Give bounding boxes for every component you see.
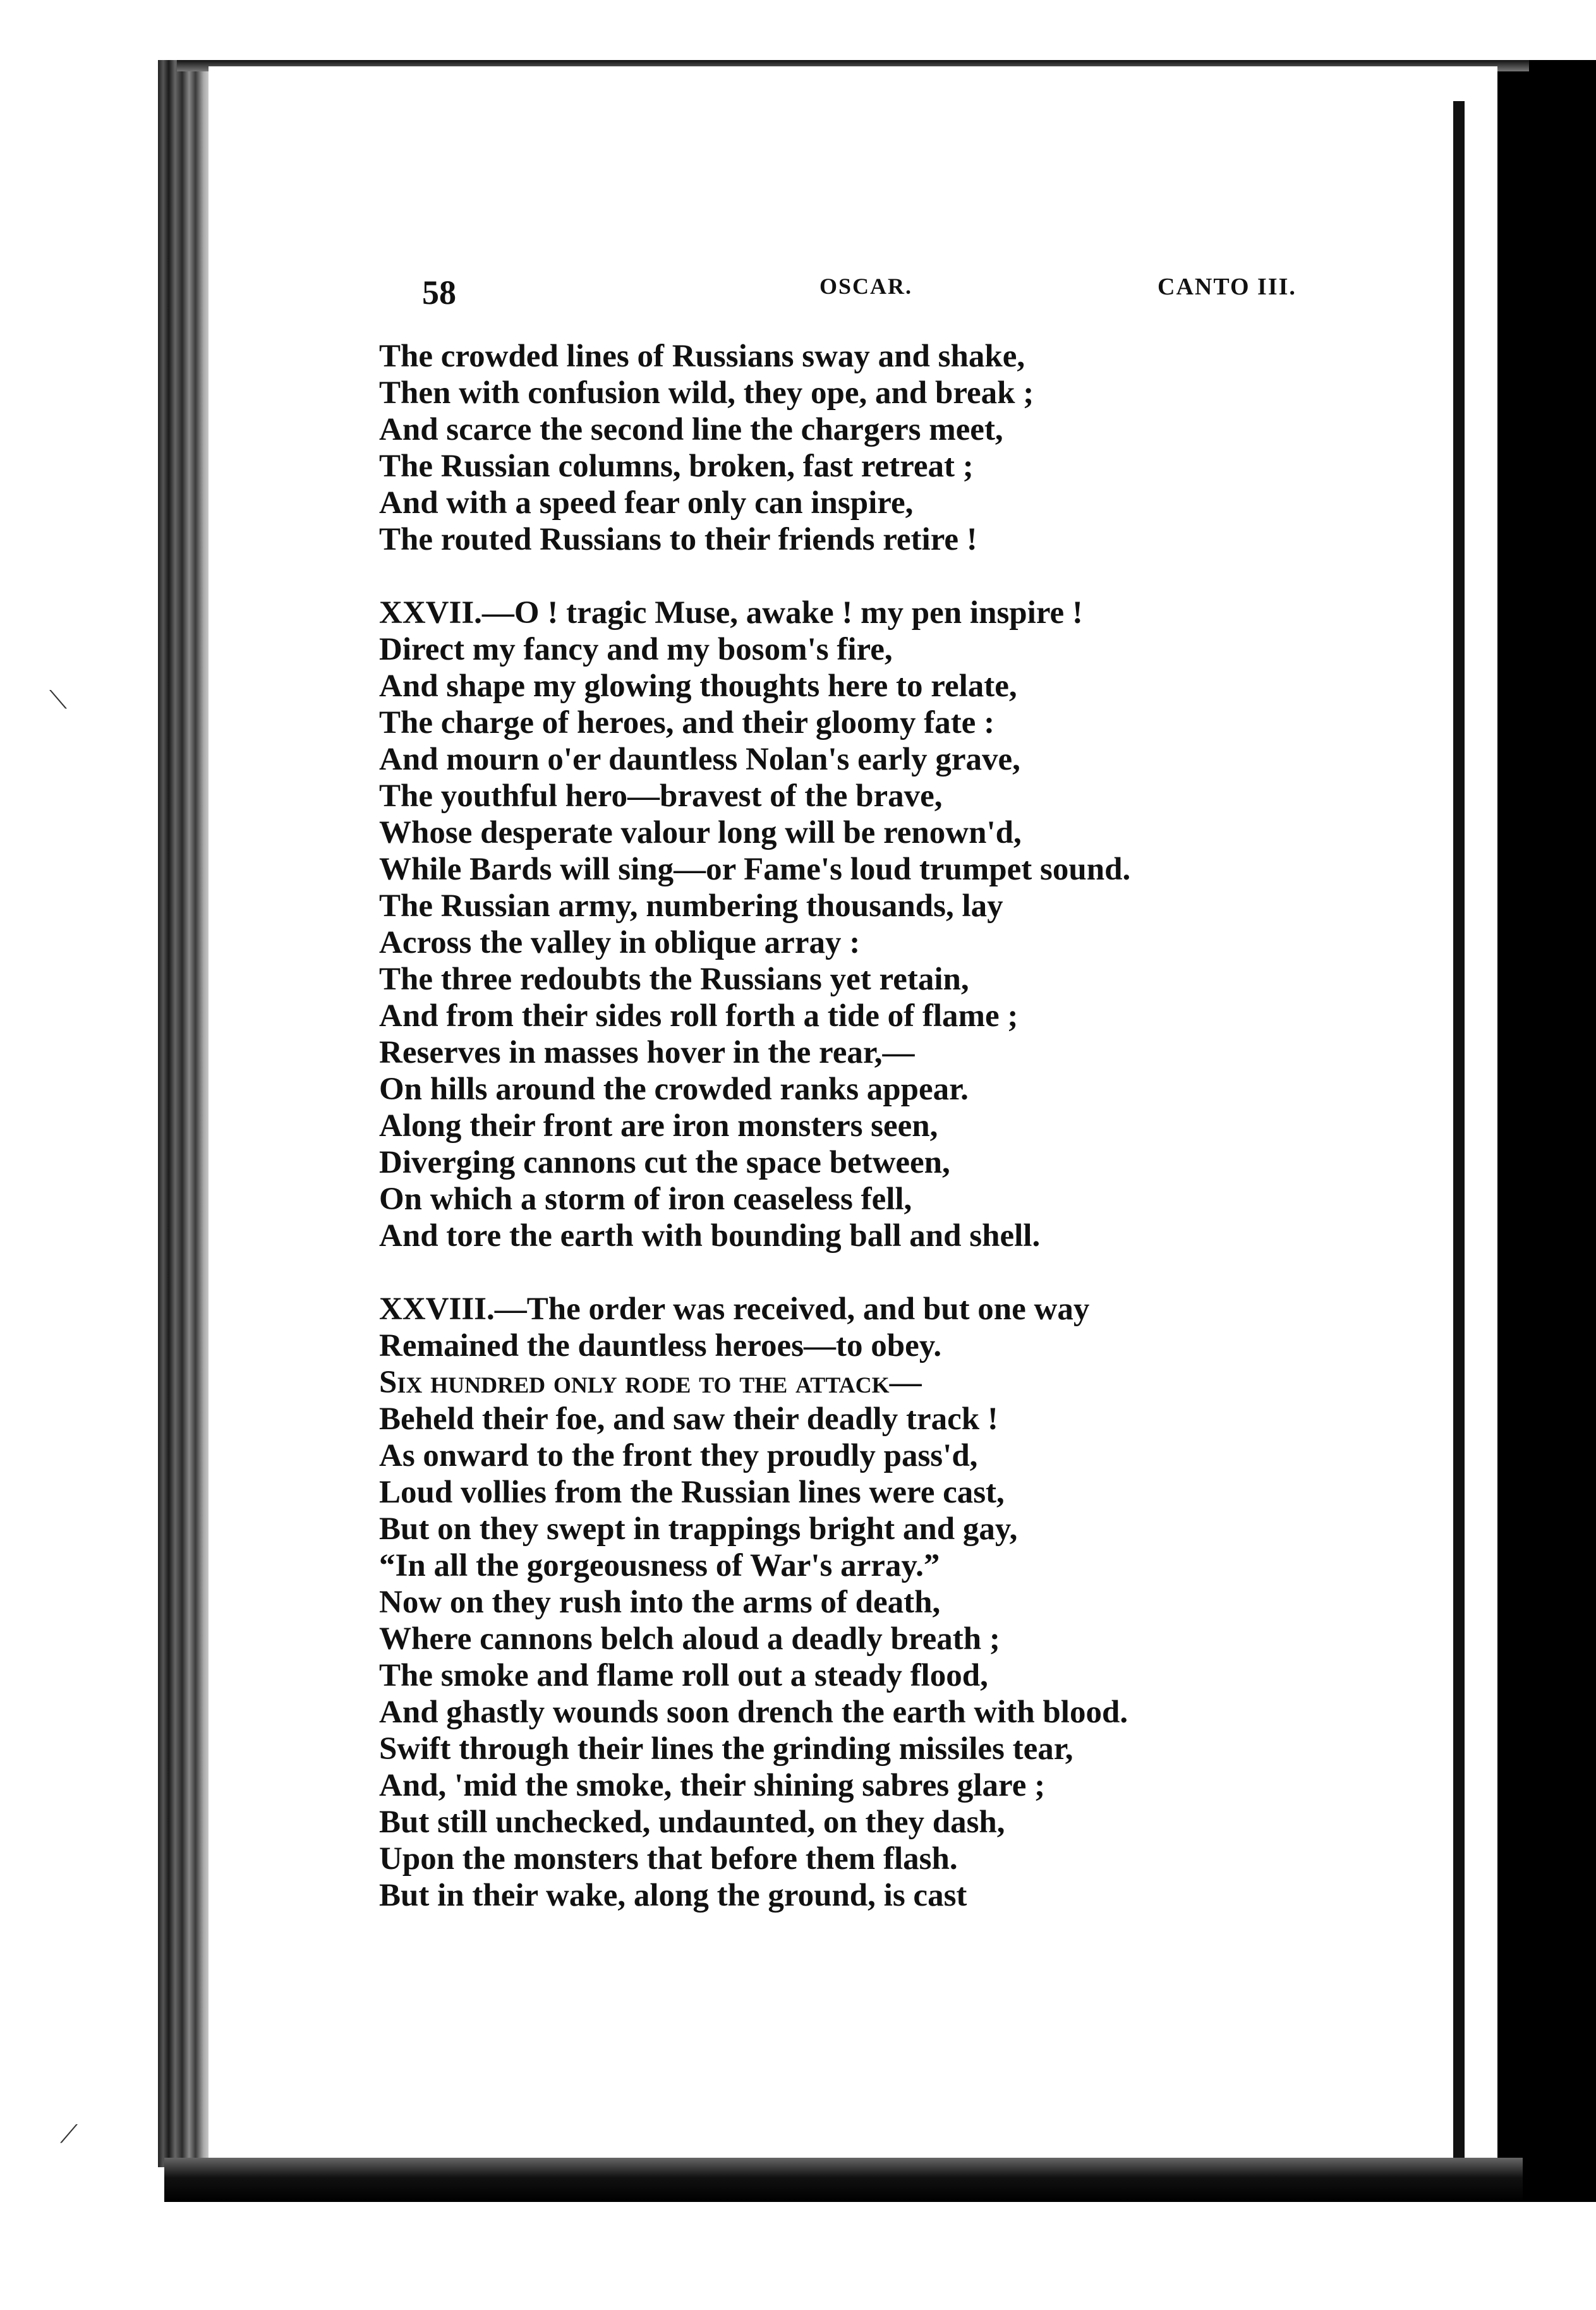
scan-speck: ⟋ [60,2120,78,2149]
poem-line: Reserves in masses hover in the rear,— [379,1035,915,1070]
poem-line: And ghastly wounds soon drench the earth with blood. [379,1695,1128,1730]
poem-line: Direct my fancy and my bosom's fire, [379,632,893,667]
running-title: OSCAR. [819,274,913,299]
poem-line: Upon the monsters that before them flash. [379,1841,958,1877]
poem-line: XXVII.—O ! tragic Muse, awake ! my pen inspire ! [379,595,1083,631]
poem-line: The charge of heroes, and their gloomy fate : [379,705,995,741]
poem-line: But in their wake, along the ground, is cast [379,1878,967,1913]
poem-line: Six hundred only rode to the attack— [379,1365,922,1400]
poem-line: Loud vollies from the Russian lines were cast, [379,1475,1005,1510]
poem-line: And scarce the second line the chargers meet, [379,412,1003,447]
poem-line: Beheld their foe, and saw their deadly track ! [379,1401,998,1437]
poem-line: While Bards will sing—or Fame's loud trumpet sound. [379,852,1131,887]
poem-line: And mourn o'er dauntless Nolan's early grave, [379,742,1020,777]
page-number: 58 [422,274,456,311]
poem-line: And, 'mid the smoke, their shining sabres glare ; [379,1768,1046,1803]
poem-line: And shape my glowing thoughts here to relate, [379,668,1017,704]
poem-line: And from their sides roll forth a tide of flame ; [379,998,1019,1034]
stanza-xxvii [379,595,1365,1254]
poem-line: Remained the dauntless heroes—to obey. [379,1328,942,1364]
poem-line: The Russian columns, broken, fast retreat ; [379,449,974,484]
page-right-edge [1453,101,1465,2180]
poem-line: Whose desperate valour long will be renown'd, [379,815,1022,850]
poem-line: Swift through their lines the grinding missiles tear, [379,1731,1073,1767]
book-spine-edge [158,60,212,2167]
poem-line: But on they swept in trappings bright and gay, [379,1511,1018,1547]
poem-line: Now on they rush into the arms of death, [379,1585,941,1620]
poem-body [379,338,1365,1950]
poem-line: And tore the earth with bounding ball and shell. [379,1218,1041,1254]
poem-line: The crowded lines of Russians sway and shake, [379,339,1025,374]
stanza-1 [379,338,1365,558]
poem-line: XXVIII.—The order was received, and but one way [379,1291,1090,1327]
poem-line: And with a speed fear only can inspire, [379,485,914,521]
poem-line: “In all the gorgeousness of War's array.” [379,1548,940,1583]
poem-line: Diverging cannons cut the space between, [379,1145,950,1180]
poem-line: On hills around the crowded ranks appear. [379,1072,969,1107]
page-bottom-shadow [164,2158,1523,2202]
scan-background-bottom [0,2202,1596,2310]
poem-line: On which a storm of iron ceaseless fell, [379,1182,912,1217]
scan-speck: ⟍ [49,686,67,715]
poem-line: The smoke and flame roll out a steady flood, [379,1658,988,1693]
poem-line: As onward to the front they proudly pass'd, [379,1438,978,1473]
poem-line: The youthful hero—bravest of the brave, [379,778,943,814]
poem-line: But still unchecked, undaunted, on they dash, [379,1805,1005,1840]
poem-line: Across the valley in oblique array : [379,925,861,960]
poem-line: Where cannons belch aloud a deadly breath ; [379,1621,1000,1657]
section-title: CANTO III. [1158,274,1297,300]
poem-line: Then with confusion wild, they ope, and break ; [379,375,1034,411]
poem-line: Along their front are iron monsters seen, [379,1108,938,1144]
poem-line: The three redoubts the Russians yet retain, [379,962,969,997]
poem-line: The routed Russians to their friends retire ! [379,522,977,557]
stanza-xxviii [379,1291,1365,1914]
poem-line: The Russian army, numbering thousands, lay [379,888,1003,924]
